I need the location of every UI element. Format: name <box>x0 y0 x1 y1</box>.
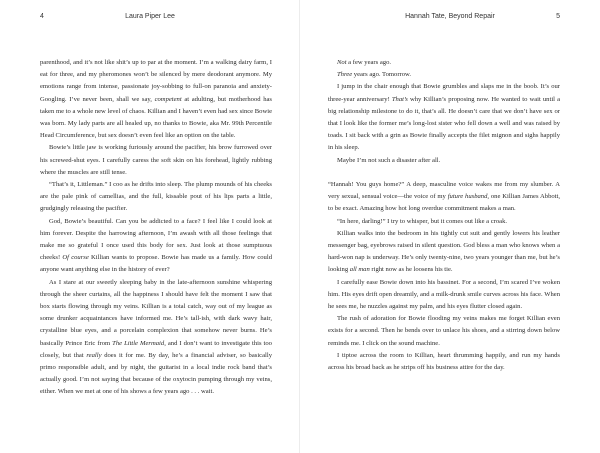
left-page-number: 4 <box>40 13 44 20</box>
italic-text: Of course <box>62 254 89 262</box>
italic-text: all man <box>349 266 370 274</box>
left-running-head: Laura Piper Lee <box>125 13 175 20</box>
paragraph <box>40 57 272 142</box>
text-run: why Killian’s proposing now. He wanted to wait until a big relationship milestone to do it, that’s all. He doesn’t care that we don’t have sex or that I look like the former me’s long-lost sister who fell down a well and was raised by toads. I sit back with a grin as Bowie finally accepts the filet mignon and sighs happily in his sleep. <box>328 95 560 152</box>
italic-text: That’s <box>391 95 408 103</box>
paragraph <box>40 142 272 179</box>
italic-text: Three <box>337 71 353 79</box>
paragraph <box>328 179 560 216</box>
text-run: As I stare at our sweetly sleeping baby in the late-afternoon sunshine whispering through the sheer curtains, all the happiness I should have felt the moment I saw that box starts flowing through my veins. Killian is a total catch, way out of my league as some drunker acquaintances have informed me. He’s tall-ish, with dark wavy hair, crystalline blue eyes, and a porcelain complexion that somehow never burns. He’s basically Prince Eric from <box>40 278 272 347</box>
text-run: “That’s it, Littleman.” I coo as he drifts into sleep. The plump mounds of his cheeks are the pale pink of camellias, and the full, kissable pout of his lips parts a little, grudgingly releasing the pacifier. <box>40 181 272 213</box>
text-run: , and I don’t want to investigate this too closely, but that <box>40 339 272 359</box>
paragraph <box>328 69 560 81</box>
text-run: The rush of adoration for Bowie flooding my veins makes me forget Killian even exists for a second. Then he bends over to unlace his shoes, and a stirring down below reminds me. I click on the sound machine. <box>328 315 560 347</box>
paragraph <box>328 350 560 374</box>
paragraph <box>40 216 272 277</box>
right-body-text <box>328 57 560 374</box>
left-body-text <box>40 57 272 399</box>
text-run: I jump in the chair enough that Bowie grumbles and slaps me in the boob. It’s our three-year anniversary! <box>328 83 560 103</box>
italic-text: future husband <box>447 193 488 201</box>
text-run: Maybe I’m not such a disaster after all. <box>337 156 441 164</box>
right-running-head: Hannah Tate, Beyond Repair <box>405 13 495 20</box>
paragraph <box>40 277 272 399</box>
italic-text: really <box>86 351 102 359</box>
text-run: parenthood, and it’s not like shit’s up to par at the moment. I’m a walking dairy farm, I eat for three, and my pheromones won’t be silenced by mere deodorant anymore. My emotions range from intense, passionate joy-sobbing to full-on paranoia and anxiety-Googling. I’ve never been, shall we say, <box>40 59 272 103</box>
paragraph <box>328 81 560 154</box>
text-run: I tiptoe across the room to Killian, heart thrumming happily, and run my hands across his broad back as he strips off his business attire for the day. <box>328 351 560 372</box>
right-page <box>300 0 600 453</box>
text-run: does it for me. By day, he’s a financial adviser, so basically primo responsible adult, and by night, the guitarist in a local indie rock band that’s actually good. I’m not saying that because of the oxytocin pumping through my veins, either. When we met at one of his shows a few years ago . . . wait. <box>40 351 272 396</box>
paragraph <box>328 277 560 314</box>
text-run: years ago. Tomorrow. <box>352 71 412 79</box>
text-run: a few years ago. <box>346 59 392 66</box>
paragraph <box>40 179 272 216</box>
paragraph <box>328 155 560 167</box>
paragraph <box>328 216 560 228</box>
italic-text: Not <box>337 59 347 66</box>
paragraph <box>328 228 560 277</box>
text-run: Killian walks into the bedroom in his tightly cut suit and gently lowers his leather messenger bag, eyebrows raised in silent question. God bless a man who knows when a hard-won nap is underway. He’s only twenty-nine, two years younger than me, but he’s looking <box>328 229 560 274</box>
italic-text: The Little Mermaid <box>112 339 165 347</box>
text-run: I carefully ease Bowie down into his bassinet. For a second, I’m scared I’ve woken him. His eyes drift open dreamily, and a milk-drunk smile curves across his face. When he sees me, he nuzzles against my palm, and his eyes flutter closed again. <box>328 278 560 311</box>
text-run: “Hannah! You guys home?” A deep, masculine voice wakes me from my slumber. A very sexual, sensual voice—the voice of my <box>328 181 560 201</box>
text-run: God, Bowie’s beautiful. Can you be addicted to a face? I feel like I could look at him forever. Despite the harrowing afternoon, I’m awash with all those feelings that make me so grateful I once used this body for sex. Just look at those sumptuous cheeks! <box>40 217 272 262</box>
text-run: at adulting, but motherhood has taken me to a whole new level of chaos. Killian and I haven’t even had sex since Bowie was born. My lady parts are all healed up, no thanks to Bowie, aka Mr. 99th Percentile Head Circumference, but sex doesn’t even feel like an option on the table. <box>40 95 273 140</box>
text-run: Killian wants to propose. Bowie has made us a family. How could anyone want anything else in the history of ever? <box>40 254 272 274</box>
text-run: “In here, darling!” I try to whisper, but it comes out like a croak. <box>337 217 508 225</box>
text-run: right now as he loosens his tie. <box>369 266 453 274</box>
italic-text: competent <box>154 95 182 103</box>
paragraph <box>328 313 560 350</box>
right-page-number: 5 <box>556 13 560 20</box>
text-run: Bowie’s little jaw is working furiously around the pacifier, his brow furrowed over his screwed-shut eyes. I carefully caress the soft skin on his forehead, lightly rubbing where the muscles are still tense. <box>40 144 272 176</box>
text-run: , one Killian James Abbott, to be exact. Amazing how hot long overdue commitment makes a man. <box>328 193 560 213</box>
paragraph <box>328 57 560 69</box>
